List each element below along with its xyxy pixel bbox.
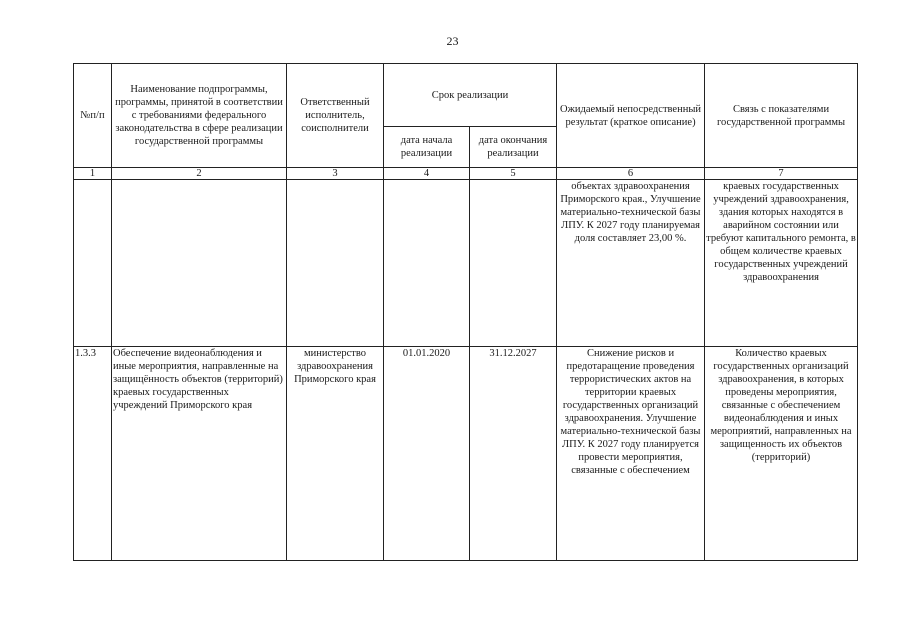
row-link: краевых государственных учреждений здравоохранения, здания которых находятся в аварийном состоянии или требуют капитального ремонта, в общем количестве краевых государственных учреждений здравоохранения (705, 180, 858, 347)
header-end: дата окончания реализации (470, 127, 557, 168)
row-result: Снижение рисков и предотаращение проведения террористических актов на территории краевых государственных организаций здравоохранения. Улучшение материально-технической базы ЛПУ. К 2027 году планируется провести мероприятия, связанные с обеспечением (557, 347, 705, 561)
row-num: 1.3.3 (74, 347, 112, 561)
column-number: 5 (470, 168, 557, 180)
column-number: 6 (557, 168, 705, 180)
table-row (74, 180, 858, 347)
row-start (384, 180, 470, 347)
column-number: 7 (705, 168, 858, 180)
header-period: Срок реализации (384, 64, 557, 127)
column-number: 1 (74, 168, 112, 180)
row-start: 01.01.2020 (384, 347, 470, 561)
row-name (112, 180, 287, 347)
column-number: 3 (287, 168, 384, 180)
row-responsible (287, 180, 384, 347)
row-end: 31.12.2027 (470, 347, 557, 561)
page-number: 23 (446, 34, 459, 48)
header-link: Связь с показателями государственной программы (705, 64, 858, 168)
row-result: объектах здравоохранения Приморского края., Улучшение материально-технической базы ЛПУ. К 2027 году планируемая доля составляет 23,00 %. (557, 180, 705, 347)
row-num (74, 180, 112, 347)
program-table (73, 63, 858, 561)
column-number: 2 (112, 168, 287, 180)
header-row (74, 64, 858, 127)
row-responsible: министерство здравоохранения Приморского края (287, 347, 384, 561)
row-end (470, 180, 557, 347)
header-responsible: Ответственный исполнитель, соисполнители (287, 64, 384, 168)
table-row (74, 347, 858, 561)
header-start: дата начала реализации (384, 127, 470, 168)
header-num: №п/п (74, 64, 112, 168)
column-number: 4 (384, 168, 470, 180)
row-link: Количество краевых государственных организаций здравоохранения, в которых проведены мероприятия, связанные с обеспечением видеонаблюдения и иных мероприятий, направленных на защищенность их объектов (территорий) (705, 347, 858, 561)
header-name: Наименование подпрограммы, программы, принятой в соответствии с требованиями федерального законодательства в сфере реализации государственной программы (112, 64, 287, 168)
column-number-row (74, 168, 858, 180)
header-result: Ожидаемый непосредственный результат (краткое описание) (557, 64, 705, 168)
row-name: Обеспечение видеонаблюдения и иные мероприятия, направленные на защищённость объектов (территорий) краевых государственных учреждений Приморского края (112, 347, 287, 561)
